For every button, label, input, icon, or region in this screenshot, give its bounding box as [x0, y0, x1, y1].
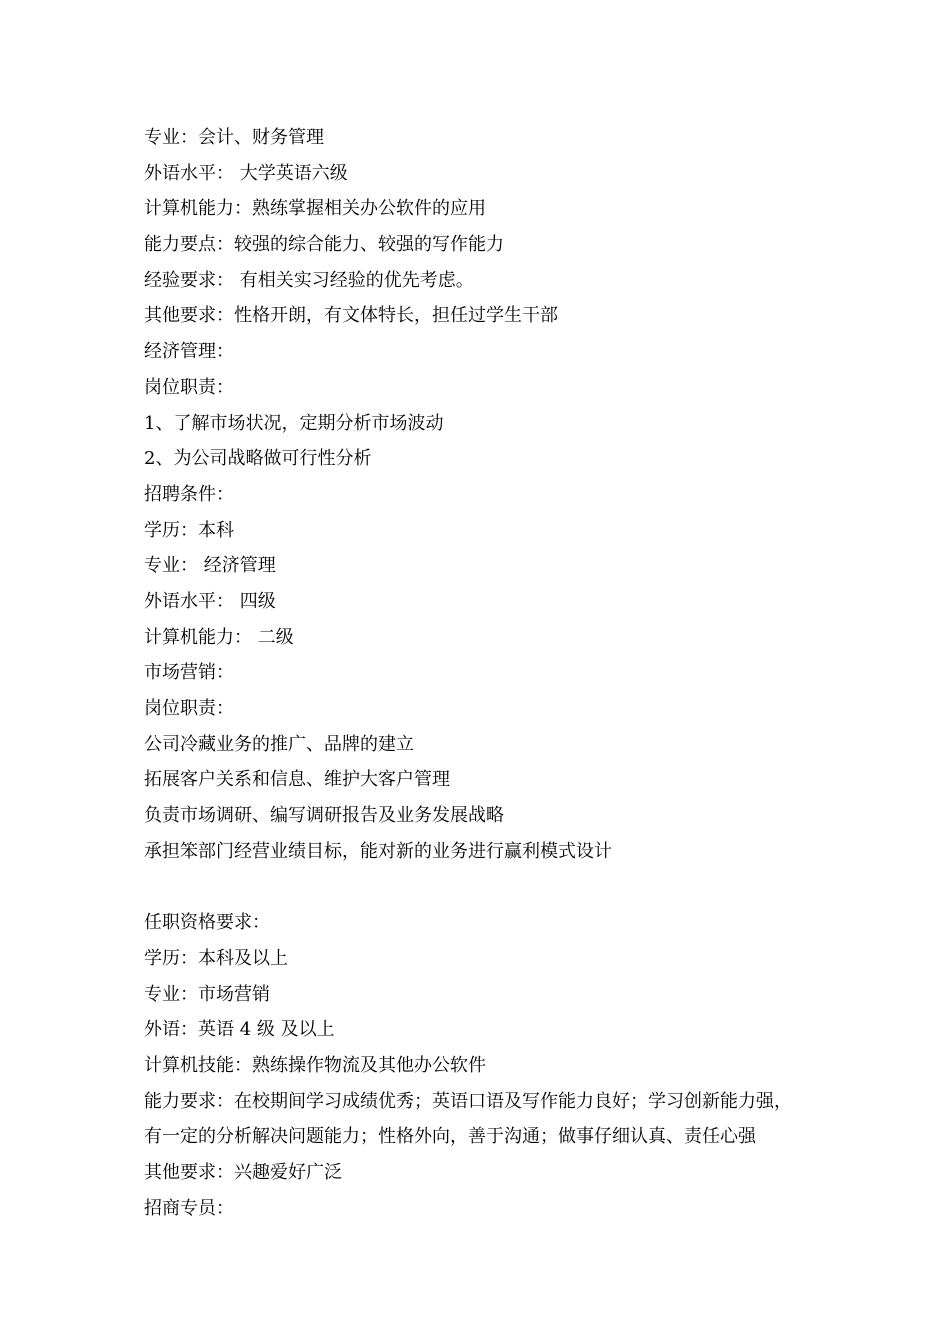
section-heading: 经济管理：: [144, 341, 234, 363]
document-body: [144, 120, 824, 1226]
text-line: 学历：本科: [144, 519, 234, 541]
text-line: 能力要求：在校期间学习成绩优秀；英语口语及写作能力良好；学习创新能力强，: [144, 1090, 792, 1112]
text-line: 拓展客户关系和信息、维护大客户管理: [144, 769, 450, 791]
text-line: 任职资格要求：: [144, 912, 270, 934]
text-line: 计算机能力：熟练掌握相关办公软件的应用: [144, 198, 486, 220]
text-line: 专业： 经济管理: [144, 555, 276, 577]
text-line: 专业：市场营销: [144, 983, 270, 1005]
text-line: 其他要求：性格开朗，有文体特长，担任过学生干部: [144, 305, 558, 327]
text-line: 外语：英语 4 级 及以上: [144, 1019, 335, 1041]
list-item: 1、了解市场状况，定期分析市场波动: [144, 412, 444, 434]
text-line: 公司冷藏业务的推广、品牌的建立: [144, 733, 414, 755]
text-line: 专业：会计、财务管理: [144, 127, 324, 148]
text-line: 其他要求：兴趣爱好广泛: [144, 1161, 342, 1183]
text-line: 计算机能力： 二级: [144, 626, 294, 648]
text-line: 经验要求： 有相关实习经验的优先考虑。: [144, 269, 474, 291]
text-line: 承担笨部门经营业绩目标，能对新的业务进行赢利模式设计: [144, 840, 612, 862]
list-item: 2、为公司战略做可行性分析: [144, 448, 372, 470]
text-line: 有一定的分析解决问题能力；性格外向，善于沟通；做事仔细认真、责任心强: [144, 1126, 756, 1148]
section-heading: 市场营销：: [144, 662, 234, 684]
text-line: 计算机技能：熟练操作物流及其他办公软件: [144, 1054, 486, 1076]
text-line: 岗位职责：: [144, 698, 234, 719]
text-line: 招聘条件：: [144, 483, 234, 505]
text-line: 能力要点：较强的综合能力、较强的写作能力: [144, 234, 504, 256]
text-line: 外语水平： 大学英语六级: [144, 162, 348, 184]
text-line: 负责市场调研、编写调研报告及业务发展战略: [144, 805, 504, 827]
text-line: 岗位职责：: [144, 376, 234, 398]
section-heading: 招商专员：: [144, 1197, 234, 1219]
blank-line: [144, 869, 824, 905]
text-line: 外语水平： 四级: [144, 590, 276, 612]
text-line: 学历：本科及以上: [144, 947, 288, 969]
